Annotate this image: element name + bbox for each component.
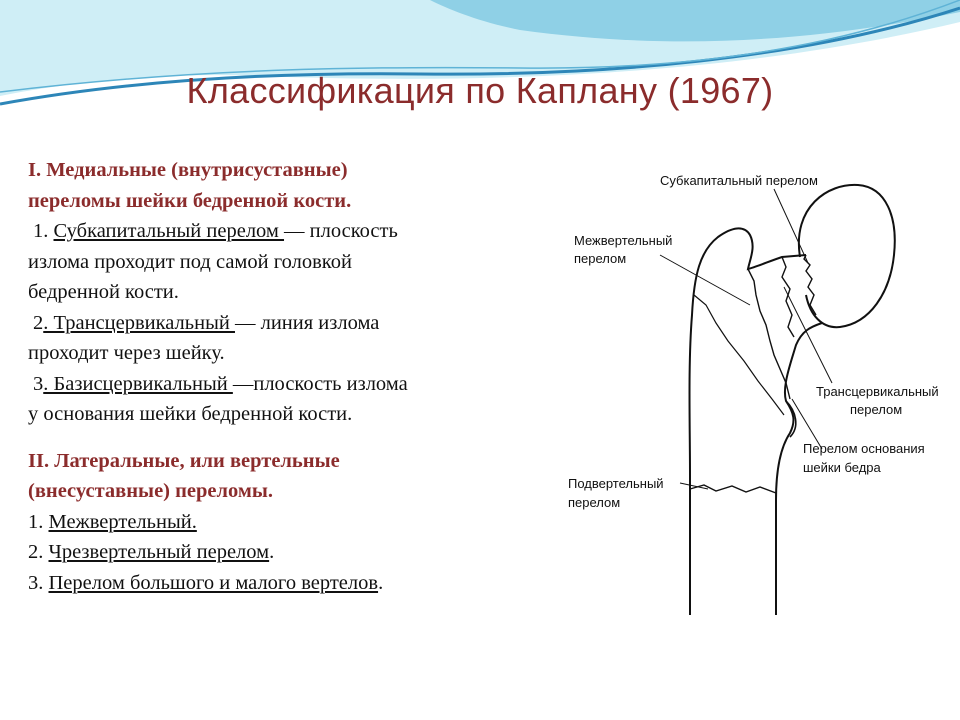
item-number: 2 (33, 311, 44, 334)
subtrochanteric-fracture-line (690, 485, 776, 493)
item-number: 3 (33, 372, 44, 395)
item-term: Чрезвертельный перелом (48, 541, 270, 563)
label-subtrochanteric-1: Подвертельный (568, 476, 664, 491)
label-basal-1: Перелом основания (803, 441, 925, 456)
label-subtrochanteric-2: перелом (568, 495, 621, 510)
item-number: 1. (28, 510, 49, 533)
label-transcervical-1: Трансцервикальный (816, 384, 939, 399)
section2-item2 (28, 537, 568, 568)
item-term: . Трансцервикальный (43, 311, 235, 334)
label-intertrochanteric-2: перелом (574, 251, 627, 266)
section1-item1-line2: излома проходит под самой головкой (28, 250, 352, 273)
section1-item1-line3: бедренной кости. (28, 281, 179, 303)
item-term: Субкапитальный перелом (53, 220, 285, 242)
subcapital-fracture-line (804, 255, 816, 315)
item-description: —плоскость излома (232, 372, 408, 395)
item-number: 3. (28, 571, 49, 594)
section1-item1 (28, 216, 568, 247)
label-subcapital: Субкапитальный перелом (660, 173, 818, 188)
section2-heading-line1: II. Латеральные, или вертельные (28, 449, 340, 472)
label-transcervical-2: перелом (850, 402, 903, 417)
section1-heading-line2: переломы шейки бедренной кости. (28, 189, 352, 212)
leader-subcapital (774, 189, 808, 263)
item-term: Перелом большого и малого вертелов (48, 571, 379, 594)
item-term: . Базисцервикальный (43, 372, 233, 395)
item-term: Межвертельный. (48, 510, 197, 533)
classification-text (28, 155, 568, 598)
label-intertrochanteric-1: Межвертельный (574, 233, 673, 248)
item-number: 2. (28, 541, 49, 563)
transcervical-fracture-line (782, 257, 794, 337)
intertrochanteric-fracture-line-2 (694, 295, 784, 415)
section1-item3 (28, 369, 568, 400)
item-description: — линия излома (234, 311, 380, 334)
item-description: . (269, 541, 275, 563)
item-number: 1. (33, 220, 54, 242)
section1-item3-line2: у основания шейки бедренной кости. (28, 403, 353, 425)
section1-item2 (28, 308, 568, 339)
femur-fracture-diagram (560, 155, 960, 625)
leader-intertrochanteric (660, 255, 750, 305)
section1-item2-line2: проходит через шейку. (28, 342, 225, 364)
femoral-head (799, 185, 895, 327)
section2-item1 (28, 507, 568, 538)
intertrochanteric-fracture-line (748, 269, 790, 399)
section2-heading-line2: (внесуставные) переломы. (28, 480, 273, 502)
section1-heading-line1: I. Медиальные (внутрисуставные) (28, 159, 348, 181)
section2-item3 (28, 568, 568, 599)
page-title: Классификация по Каплану (1967) (186, 70, 774, 111)
item-description: . (378, 571, 384, 594)
item-description: — плоскость (284, 220, 398, 242)
label-basal-2: шейки бедра (803, 460, 881, 475)
